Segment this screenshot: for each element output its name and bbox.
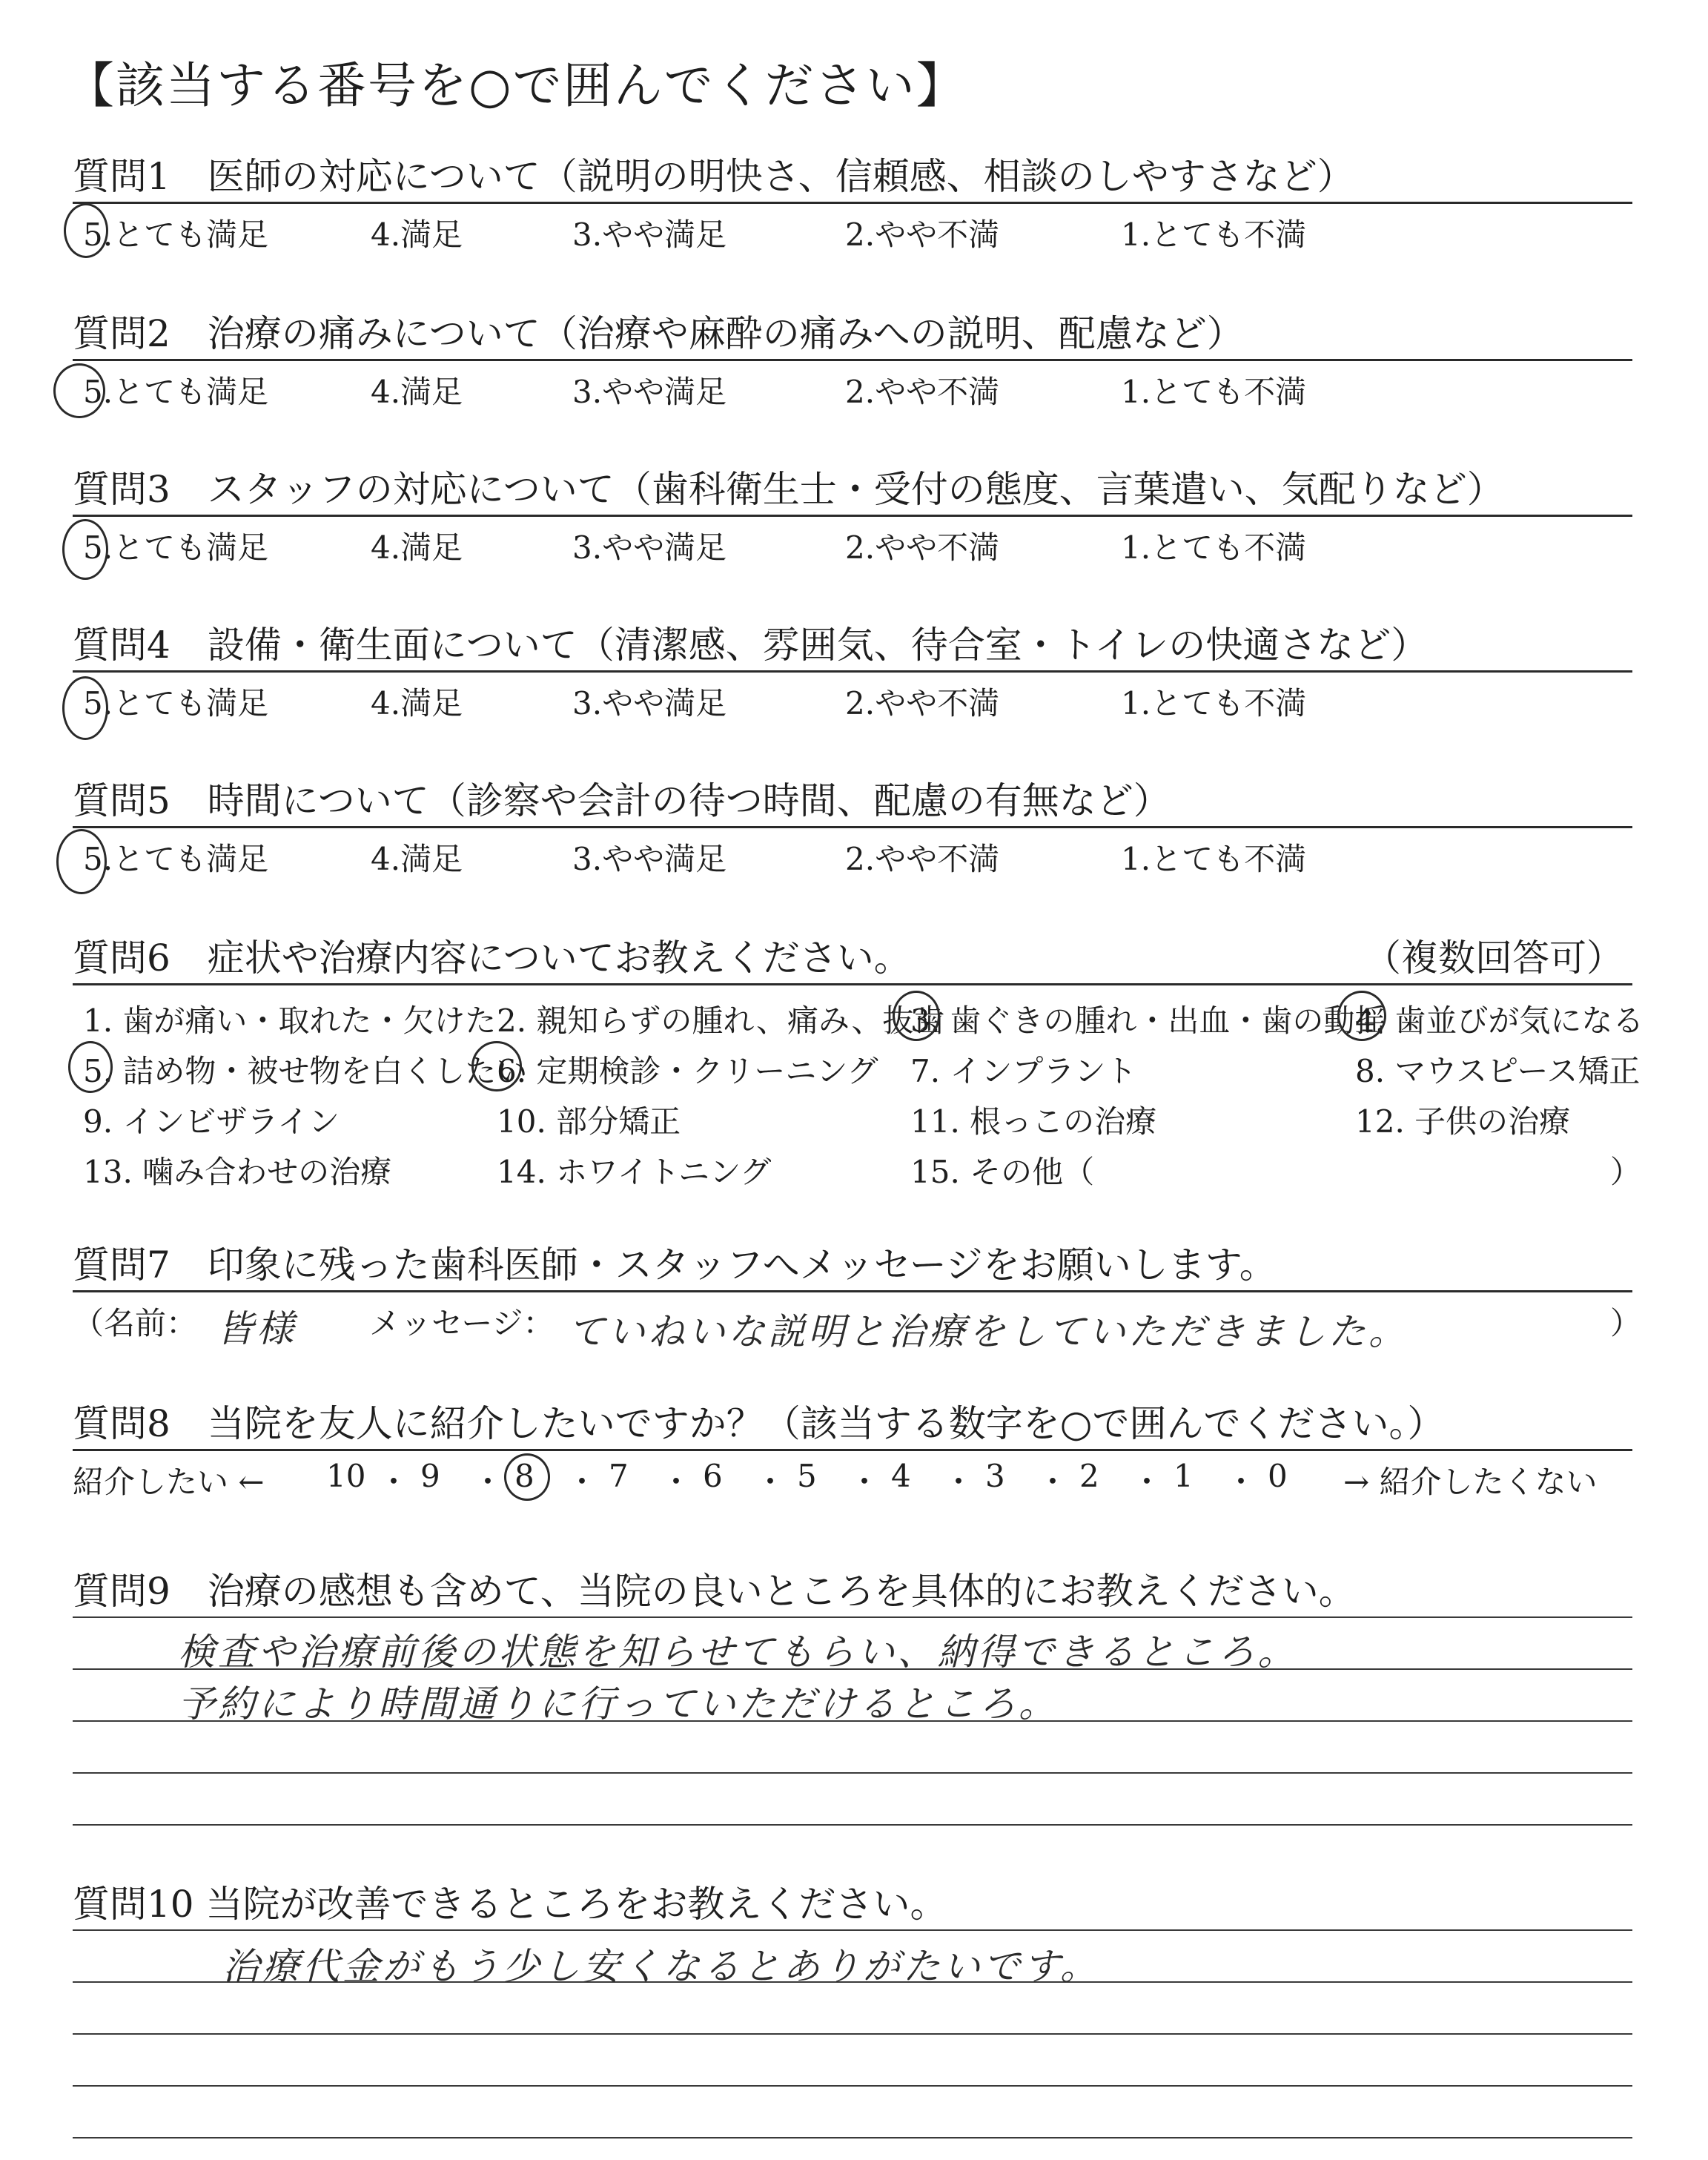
q8-selected-circle xyxy=(504,1453,550,1501)
q5-answer-circle xyxy=(56,829,107,894)
q6-option-4[interactable]: 4. 歯並びが気になる xyxy=(1355,1003,1644,1039)
q4-rule xyxy=(73,670,1632,673)
q7-name-label: （名前： xyxy=(73,1305,198,1341)
q2-option-1[interactable]: 1.とても不満 xyxy=(1121,374,1307,410)
q2-option-5[interactable]: 5.とても満足 xyxy=(83,374,269,410)
q8-scale-separator: ・ xyxy=(378,1464,410,1500)
q8-scale-separator: ・ xyxy=(755,1464,787,1500)
q6-title: 質問6 症状や治療内容についてお教えください。 xyxy=(73,937,911,980)
q2-option-3[interactable]: 3.やや満足 xyxy=(572,374,727,410)
q2-answer-circle xyxy=(53,363,105,418)
q8-scale-separator: ・ xyxy=(1131,1464,1163,1500)
q1-option-4[interactable]: 4.満足 xyxy=(371,217,463,253)
q4-option-1[interactable]: 1.とても不満 xyxy=(1121,685,1307,721)
q5-rule xyxy=(73,826,1632,828)
q8-scale-4[interactable]: 4 xyxy=(891,1458,911,1494)
q6-selected-circle-4 xyxy=(1337,991,1386,1041)
q8-right-label: → 紹介したくない xyxy=(1343,1464,1598,1500)
q3-answer-circle xyxy=(62,519,108,580)
q1-option-1[interactable]: 1.とても不満 xyxy=(1121,217,1307,253)
q6-option-13[interactable]: 13. 噛み合わせの治療 xyxy=(83,1154,392,1190)
q8-scale-2[interactable]: 2 xyxy=(1079,1458,1099,1494)
q4-option-5[interactable]: 5.とても満足 xyxy=(83,685,269,721)
q5-title: 質問5 時間について（診察や会計の待つ時間、配慮の有無など） xyxy=(73,779,1171,822)
q6-option-15-close: ） xyxy=(1610,1154,1642,1190)
q3-option-5[interactable]: 5.とても満足 xyxy=(83,529,269,566)
q3-option-3[interactable]: 3.やや満足 xyxy=(572,529,727,566)
q9-title: 質問9 治療の感想も含めて、当院の良いところを具体的にお教えください。 xyxy=(73,1570,1356,1613)
q7-close-paren: ） xyxy=(1610,1305,1642,1341)
q9-answer-line-1[interactable]: 検査や治療前後の状態を知らせてもらい、納得できるところ。 xyxy=(178,1631,1298,1674)
q6-rule xyxy=(73,983,1632,985)
q3-title: 質問3 スタッフの対応について（歯科衛生士・受付の態度、言葉遣い、気配りなど） xyxy=(73,468,1504,511)
q5-option-1[interactable]: 1.とても不満 xyxy=(1121,841,1307,877)
instruction-header: 【該当する番号を○で囲んでください】 xyxy=(65,57,967,114)
q8-scale-10[interactable]: 10 xyxy=(326,1458,366,1494)
q8-scale-separator: ・ xyxy=(661,1464,692,1500)
q6-option-3[interactable]: 3. 歯ぐきの腫れ・出血・歯の動揺 xyxy=(910,1003,1386,1039)
q6-option-8[interactable]: 8. マウスピース矯正 xyxy=(1355,1053,1641,1089)
q10-line-4 xyxy=(73,2085,1632,2087)
q8-scale-9[interactable]: 9 xyxy=(420,1458,440,1494)
q8-rule xyxy=(73,1449,1632,1451)
q4-option-2[interactable]: 2.やや不満 xyxy=(845,685,1000,721)
q8-scale-0[interactable]: 0 xyxy=(1268,1458,1288,1494)
q7-message-value[interactable]: ていねいな説明と治療をしていただきました。 xyxy=(568,1310,1409,1353)
q6-option-5[interactable]: 5. 詰め物・被せ物を白くしたい xyxy=(83,1053,528,1089)
q9-line-4 xyxy=(73,1772,1632,1774)
q10-line-5 xyxy=(73,2137,1632,2138)
q6-option-9[interactable]: 9. インビザライン xyxy=(83,1103,340,1140)
q5-option-5[interactable]: 5.とても満足 xyxy=(83,841,269,877)
q1-rule xyxy=(73,202,1632,204)
q4-option-4[interactable]: 4.満足 xyxy=(371,685,463,721)
q6-option-1[interactable]: 1. 歯が痛い・取れた・欠けた xyxy=(83,1003,497,1039)
q3-option-4[interactable]: 4.満足 xyxy=(371,529,463,566)
q1-answer-circle xyxy=(64,203,108,258)
q2-option-2[interactable]: 2.やや不満 xyxy=(845,374,1000,410)
q1-option-2[interactable]: 2.やや不満 xyxy=(845,217,1000,253)
q7-title: 質問7 印象に残った歯科医師・スタッフへメッセージをお願いします。 xyxy=(73,1244,1277,1287)
q6-selected-circle-5 xyxy=(68,1041,113,1093)
q6-option-11[interactable]: 11. 根っこの治療 xyxy=(910,1103,1157,1140)
q5-option-3[interactable]: 3.やや満足 xyxy=(572,841,727,877)
q6-option-10[interactable]: 10. 部分矯正 xyxy=(497,1103,681,1140)
q5-option-4[interactable]: 4.満足 xyxy=(371,841,463,877)
q3-option-1[interactable]: 1.とても不満 xyxy=(1121,529,1307,566)
q8-scale-separator: ・ xyxy=(1225,1464,1257,1500)
q2-rule xyxy=(73,359,1632,361)
q8-scale-separator: ・ xyxy=(849,1464,881,1500)
q1-option-5[interactable]: 5.とても満足 xyxy=(83,217,269,253)
q10-line-1 xyxy=(73,1929,1632,1931)
q6-selected-circle-3 xyxy=(893,991,940,1041)
q3-rule xyxy=(73,515,1632,517)
q4-option-3[interactable]: 3.やや満足 xyxy=(572,685,727,721)
q6-option-7[interactable]: 7. インプラント xyxy=(910,1053,1137,1089)
q8-scale-separator: ・ xyxy=(566,1464,598,1500)
q1-title: 質問1 医師の対応について（説明の明快さ、信頼感、相談のしやすさなど） xyxy=(73,155,1354,198)
q3-option-2[interactable]: 2.やや不満 xyxy=(845,529,1000,566)
q10-answer-line-1[interactable]: 治療代金がもう少し安くなるとありがたいです。 xyxy=(222,1945,1100,1988)
q8-left-label: 紹介したい ← xyxy=(73,1464,265,1500)
q7-rule xyxy=(73,1290,1632,1292)
q8-scale-8[interactable]: 8 xyxy=(514,1458,534,1494)
q8-scale-separator: ・ xyxy=(1037,1464,1069,1500)
q8-scale-5[interactable]: 5 xyxy=(797,1458,817,1494)
q2-title: 質問2 治療の痛みについて（治療や麻酔の痛みへの説明、配慮など） xyxy=(73,312,1244,355)
q2-option-4[interactable]: 4.満足 xyxy=(371,374,463,410)
q8-scale-6[interactable]: 6 xyxy=(703,1458,723,1494)
q6-selected-circle-6 xyxy=(471,1041,522,1091)
q9-line-1 xyxy=(73,1616,1632,1618)
q9-answer-line-2[interactable]: 予約により時間通りに行っていただけるところ。 xyxy=(178,1682,1059,1725)
q6-option-15[interactable]: 15. その他（ xyxy=(910,1154,1095,1190)
q4-answer-circle xyxy=(62,676,108,740)
q6-option-12[interactable]: 12. 子供の治療 xyxy=(1355,1103,1571,1140)
q1-option-3[interactable]: 3.やや満足 xyxy=(572,217,727,253)
q6-option-6[interactable]: 6. 定期検診・クリーニング xyxy=(497,1053,878,1089)
q6-option-14[interactable]: 14. ホワイトニング xyxy=(497,1154,772,1190)
q8-scale-1[interactable]: 1 xyxy=(1174,1458,1194,1494)
q8-scale-separator: ・ xyxy=(943,1464,975,1500)
q5-option-2[interactable]: 2.やや不満 xyxy=(845,841,1000,877)
q7-name-value[interactable]: 皆様 xyxy=(216,1307,297,1350)
q8-scale-3[interactable]: 3 xyxy=(985,1458,1005,1494)
q4-title: 質問4 設備・衛生面について（清潔感、雰囲気、待合室・トイレの快適さなど） xyxy=(73,624,1429,667)
q7-message-label: メッセージ： xyxy=(369,1305,555,1341)
q8-scale-separator: ・ xyxy=(472,1464,504,1500)
q8-title: 質問8 当院を友人に紹介したいですか？（該当する数字を○で囲んでください。） xyxy=(73,1402,1445,1445)
q9-line-5 xyxy=(73,1824,1632,1826)
q10-title: 質問10 当院が改善できるところをお教えください。 xyxy=(73,1883,947,1926)
q6-multiple-note: （複数回答可） xyxy=(1364,937,1623,980)
q10-line-3 xyxy=(73,2033,1632,2035)
q6-option-2[interactable]: 2. 親知らずの腫れ、痛み、抜歯 xyxy=(497,1003,945,1039)
q8-scale-7[interactable]: 7 xyxy=(609,1458,629,1494)
